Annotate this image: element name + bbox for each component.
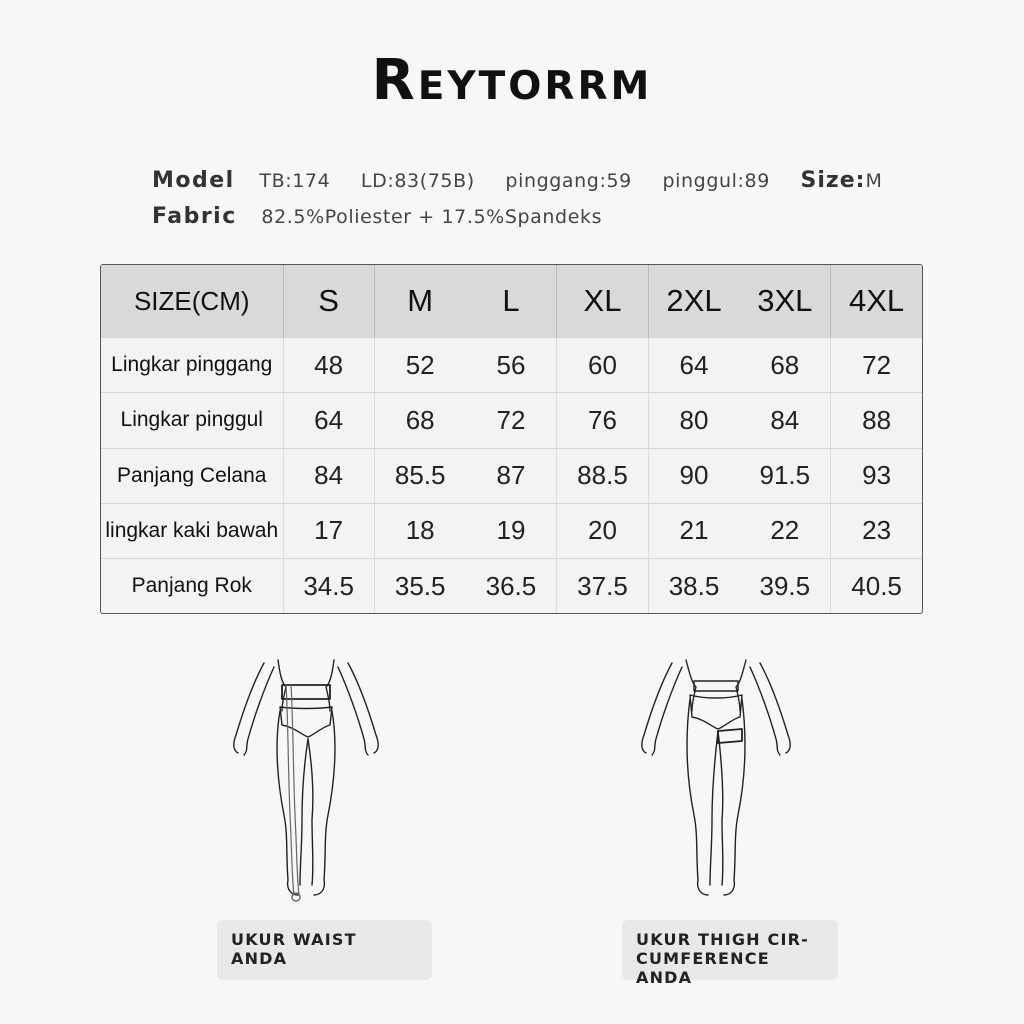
table-cell: 21 bbox=[648, 503, 739, 558]
table-cell: 64 bbox=[283, 393, 374, 448]
size-header-l: L bbox=[466, 265, 557, 338]
size-header-m: M bbox=[374, 265, 465, 338]
table-cell: 90 bbox=[648, 448, 739, 503]
brand-title: Reytorrm bbox=[371, 48, 653, 113]
table-cell: 48 bbox=[283, 338, 374, 393]
table-cell: 87 bbox=[466, 448, 557, 503]
body-thigh-measure-icon bbox=[628, 655, 804, 905]
waist-caption-line1: UKUR WAIST bbox=[231, 930, 357, 949]
model-ld: LD:83(75B) bbox=[360, 170, 475, 192]
table-cell: 22 bbox=[739, 503, 830, 558]
model-info bbox=[152, 168, 882, 193]
row-label: Lingkar pinggang bbox=[101, 338, 283, 393]
table-cell: 85.5 bbox=[374, 448, 465, 503]
table-row bbox=[101, 448, 922, 503]
table-cell: 40.5 bbox=[831, 559, 922, 614]
model-pinggang: pinggang:59 bbox=[505, 170, 632, 192]
table-cell: 64 bbox=[648, 338, 739, 393]
table-cell: 56 bbox=[466, 338, 557, 393]
waist-caption-line2: ANDA bbox=[231, 949, 288, 968]
size-header-4xl: 4XL bbox=[831, 265, 922, 338]
size-header-s: S bbox=[283, 265, 374, 338]
table-cell: 38.5 bbox=[648, 559, 739, 614]
table-cell: 76 bbox=[557, 393, 648, 448]
table-cell: 35.5 bbox=[374, 559, 465, 614]
row-label: lingkar kaki bawah bbox=[101, 503, 283, 558]
body-waist-measure-icon bbox=[218, 655, 394, 905]
table-row bbox=[101, 559, 922, 614]
model-pinggul: pinggul:89 bbox=[662, 170, 770, 192]
table-cell: 68 bbox=[374, 393, 465, 448]
row-label: Panjang Celana bbox=[101, 448, 283, 503]
size-header-3xl: 3XL bbox=[739, 265, 830, 338]
size-chart-table bbox=[100, 264, 923, 614]
table-cell: 91.5 bbox=[739, 448, 830, 503]
table-cell: 37.5 bbox=[557, 559, 648, 614]
size-header-row bbox=[101, 265, 922, 338]
fabric-value: 82.5%Poliester + 17.5%Spandeks bbox=[261, 206, 603, 228]
table-cell: 52 bbox=[374, 338, 465, 393]
table-cell: 23 bbox=[831, 503, 922, 558]
table-cell: 68 bbox=[739, 338, 830, 393]
table-cell: 72 bbox=[466, 393, 557, 448]
table-cell: 36.5 bbox=[466, 559, 557, 614]
size-header-label: SIZE(CM) bbox=[101, 265, 283, 338]
table-cell: 19 bbox=[466, 503, 557, 558]
fabric-label: Fabric bbox=[152, 204, 237, 229]
thigh-caption-line2: CUMFERENCE ANDA bbox=[636, 949, 770, 987]
table-cell: 88 bbox=[831, 393, 922, 448]
model-tb: TB:174 bbox=[259, 170, 331, 192]
thigh-caption-line1: UKUR THIGH CIR- bbox=[636, 930, 809, 949]
table-row bbox=[101, 503, 922, 558]
table-cell: 88.5 bbox=[557, 448, 648, 503]
table-cell: 34.5 bbox=[283, 559, 374, 614]
model-size-value: M bbox=[865, 170, 883, 192]
table-row bbox=[101, 393, 922, 448]
waist-caption bbox=[217, 920, 432, 980]
table-cell: 39.5 bbox=[739, 559, 830, 614]
thigh-caption bbox=[622, 920, 838, 987]
table-cell: 80 bbox=[648, 393, 739, 448]
table-cell: 72 bbox=[831, 338, 922, 393]
table-cell: 20 bbox=[557, 503, 648, 558]
table-cell: 60 bbox=[557, 338, 648, 393]
fabric-info bbox=[152, 204, 602, 229]
table-row bbox=[101, 338, 922, 393]
model-label: Model bbox=[152, 168, 235, 193]
table-cell: 84 bbox=[739, 393, 830, 448]
table-cell: 93 bbox=[831, 448, 922, 503]
row-label: Panjang Rok bbox=[101, 559, 283, 614]
model-size-label: Size: bbox=[800, 168, 866, 193]
table-cell: 17 bbox=[283, 503, 374, 558]
table-cell: 84 bbox=[283, 448, 374, 503]
size-header-xl: XL bbox=[557, 265, 648, 338]
table-cell: 18 bbox=[374, 503, 465, 558]
row-label: Lingkar pinggul bbox=[101, 393, 283, 448]
size-header-2xl: 2XL bbox=[648, 265, 739, 338]
